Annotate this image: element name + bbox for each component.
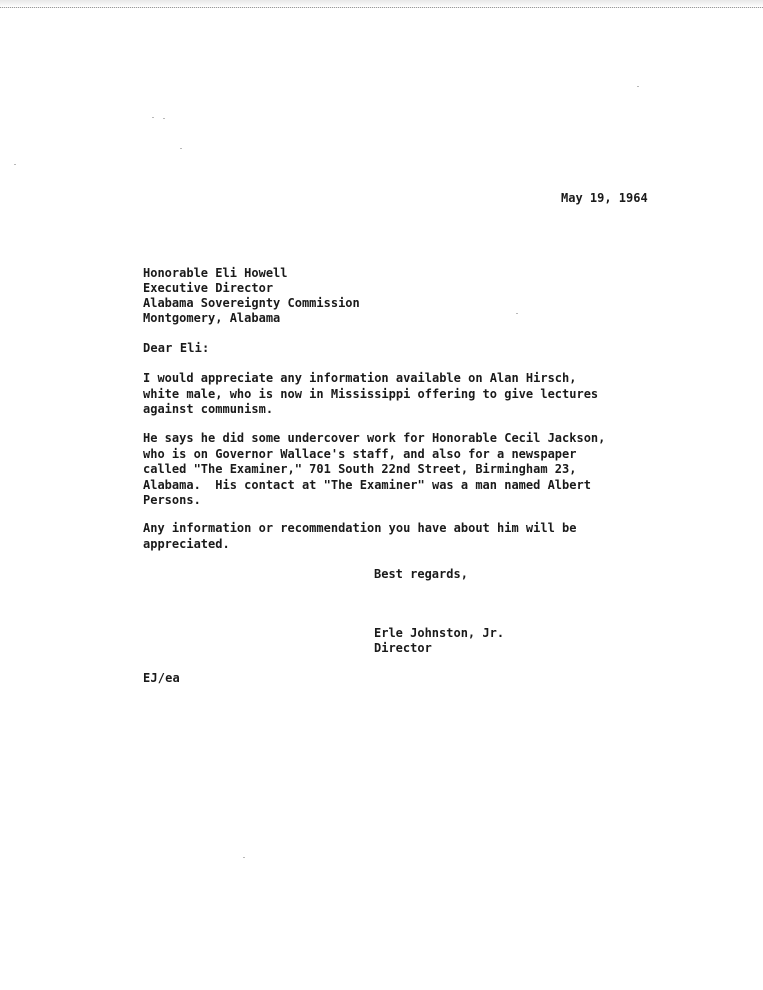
scan-speck <box>637 86 639 87</box>
salutation: Dear Eli: <box>143 341 210 355</box>
recipient-line: Honorable Eli Howell <box>143 266 288 280</box>
paragraph-line: who is on Governor Wallace's staff, and also for a newspaper <box>143 446 577 461</box>
scan-speck <box>180 148 182 149</box>
complimentary-close: Best regards, <box>374 567 468 581</box>
scan-speck <box>243 857 245 858</box>
scanned-page-top-edge <box>0 0 763 8</box>
paragraph-line: white male, who is now in Mississippi offering to give lectures <box>143 386 599 401</box>
reference-initials: EJ/ea <box>143 671 180 685</box>
scan-speck <box>14 164 16 165</box>
paragraph-line: against communism. <box>143 402 274 416</box>
paragraph-line: Alabama. His contact at "The Examiner" was a man named Albert <box>143 477 591 492</box>
recipient-address <box>143 266 360 326</box>
paragraph-2 <box>143 431 605 509</box>
recipient-line: Montgomery, Alabama <box>143 311 281 325</box>
signer-title: Director <box>374 641 432 655</box>
paragraph-line: called "The Examiner," 701 South 22nd Street, Birmingham 23, <box>143 462 577 476</box>
paragraph-3 <box>143 521 576 552</box>
recipient-line: Executive Director <box>143 281 274 295</box>
paragraph-1 <box>143 371 598 418</box>
paragraph-line: He says he did some undercover work for Honorable Cecil Jackson, <box>143 431 606 445</box>
paragraph-line: Persons. <box>143 493 201 507</box>
scan-speck <box>516 313 518 314</box>
scan-speck <box>163 118 165 119</box>
letter-date: May 19, 1964 <box>561 191 648 205</box>
paragraph-line: I would appreciate any information available on Alan Hirsch, <box>143 371 577 385</box>
recipient-line: Alabama Sovereignty Commission <box>143 296 360 310</box>
paragraph-line: appreciated. <box>143 536 230 551</box>
paragraph-line: Any information or recommendation you have about him will be <box>143 521 577 535</box>
scan-speck <box>152 117 154 118</box>
signer-name: Erle Johnston, Jr. <box>374 626 505 640</box>
